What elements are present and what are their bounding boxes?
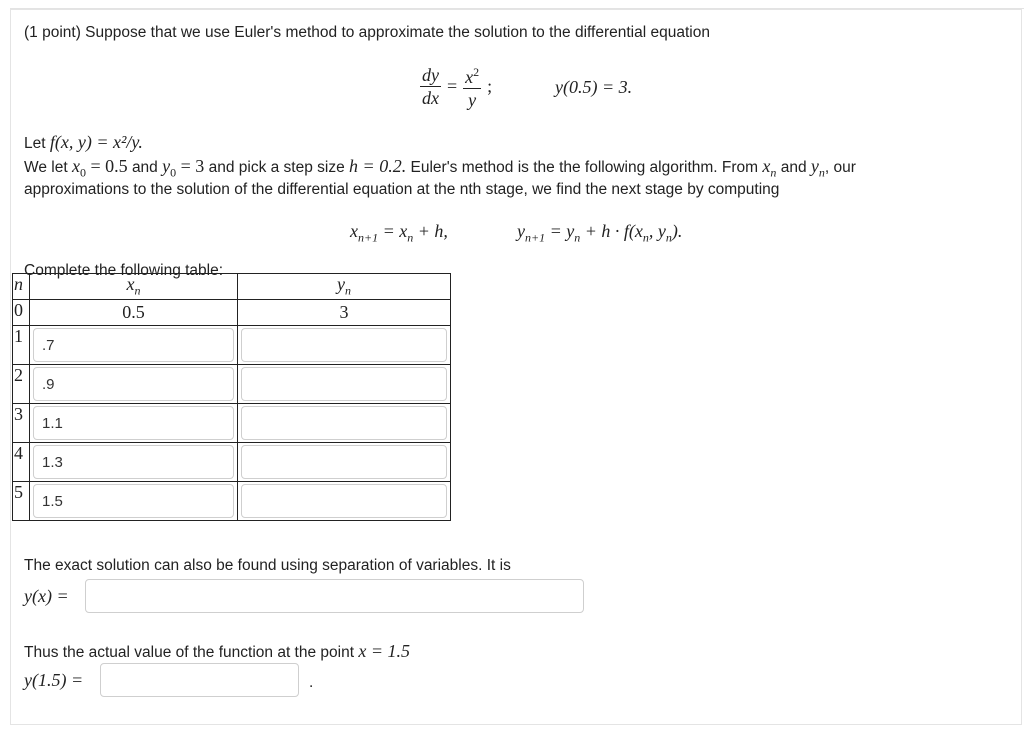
xn-letter: x [762, 156, 771, 176]
frac-y: y [468, 90, 477, 110]
actual-value-text: Thus the actual value of the function at the point [24, 644, 355, 661]
dy-dx-fraction [420, 65, 441, 108]
setup-line [24, 156, 856, 181]
top-divider [10, 0, 1024, 9]
table-row-3 [13, 404, 451, 443]
y0-expression [162, 156, 205, 180]
row4-x-input[interactable]: 1.3 [33, 445, 234, 479]
row5-x-cell [30, 482, 238, 521]
x0-value: = 0.5 [85, 156, 128, 176]
row1-n: 1 [13, 326, 30, 365]
setup-text-a: We let [24, 159, 68, 176]
actual-value-period: . [309, 674, 314, 691]
fx-rest2: + h, [413, 221, 448, 241]
initial-condition: y(0.5) = 3. [555, 77, 633, 97]
y0-value: = 3 [176, 156, 205, 176]
let-text: Let [24, 135, 46, 152]
frac-sup-2: 2 [473, 65, 480, 79]
fy-y: y [517, 221, 525, 241]
header-y-sub: n [345, 283, 351, 298]
equals-sign: = [447, 75, 458, 96]
table-row-0 [13, 300, 451, 326]
fy-sub2: n [574, 230, 581, 245]
fy-rest: = y [545, 221, 575, 241]
row5-n: 5 [13, 482, 30, 521]
row4-x-cell [30, 443, 238, 482]
x0-sub: 0 [79, 165, 86, 180]
x-update-formula [350, 221, 448, 246]
row2-x-cell [30, 365, 238, 404]
header-yn [238, 274, 451, 300]
row1-x-input[interactable]: .7 [33, 328, 234, 362]
x0-symbol: x [71, 156, 80, 176]
fy-rest3: + h · f(x [580, 221, 643, 241]
yn-symbol [810, 156, 825, 180]
row4-n: 4 [13, 443, 30, 482]
y0-symbol: y [162, 156, 171, 176]
row5-x-input[interactable]: 1.5 [33, 484, 234, 518]
fy-rest4: , y [648, 221, 666, 241]
fy-sub4: n [665, 230, 672, 245]
y-update-formula [517, 221, 682, 246]
header-n: n [13, 274, 30, 300]
row0-x: 0.5 [30, 300, 238, 326]
row0-y: 3 [238, 300, 451, 326]
setup-text-e: and [780, 159, 807, 176]
row3-y-input[interactable] [241, 406, 447, 440]
row4-y-cell [238, 443, 451, 482]
row2-n: 2 [13, 365, 30, 404]
setup-text-f: , our [824, 159, 856, 176]
x2-y-fraction [463, 62, 481, 110]
euler-table [12, 273, 451, 521]
table-row-2 [13, 365, 451, 404]
yn-letter: y [810, 156, 819, 176]
row4-y-input[interactable] [241, 445, 447, 479]
table-row-1 [13, 326, 451, 365]
x0-expression [71, 156, 128, 180]
actual-value-point: x = 1.5 [358, 641, 410, 661]
actual-value-input[interactable] [100, 663, 299, 697]
row1-y-input[interactable] [241, 328, 447, 362]
row2-y-cell [238, 365, 451, 404]
xn-symbol [762, 156, 777, 180]
row0-n: 0 [13, 300, 30, 326]
fy-sub3: n [642, 230, 649, 245]
header-xn [30, 274, 238, 300]
differential-equation [420, 62, 492, 110]
row3-x-input[interactable]: 1.1 [33, 406, 234, 440]
row5-y-input[interactable] [241, 484, 447, 518]
row3-n: 3 [13, 404, 30, 443]
header-x-sub: n [134, 283, 141, 298]
fx-x: x [350, 221, 358, 241]
complete-table-label: Complete the following table: [24, 262, 224, 279]
row2-y-input[interactable] [241, 367, 447, 401]
actual-value-line [24, 641, 410, 662]
header-y-letter: y [337, 274, 345, 295]
let-line [24, 132, 143, 153]
f-definition: f(x, y) = x²/y. [49, 132, 143, 152]
fy-sub: n+1 [525, 230, 546, 245]
setup-line-2: approximations to the solution of the differential equation at the nth stage, we find the next stage by computing [24, 181, 780, 198]
step-size-expression: h = 0.2. [349, 156, 407, 176]
row1-x-cell [30, 326, 238, 365]
y0-sub: 0 [170, 165, 177, 180]
frac-x2 [463, 62, 481, 89]
row3-y-cell [238, 404, 451, 443]
xn-sub: n [770, 165, 777, 180]
header-x-letter: x [126, 274, 135, 295]
setup-text-b: and [131, 159, 158, 176]
row3-x-cell [30, 404, 238, 443]
exact-solution-input[interactable] [85, 579, 584, 613]
exact-solution-text: The exact solution can also be found using separation of variables. It is [24, 557, 511, 574]
yn-sub: n [818, 165, 825, 180]
fy-rest5: ). [671, 221, 683, 241]
table-row-5 [13, 482, 451, 521]
setup-text-c: and pick a step size [208, 159, 345, 176]
row1-y-cell [238, 326, 451, 365]
fx-sub: n+1 [358, 230, 379, 245]
table-row-4 [13, 443, 451, 482]
frac-x: x [465, 67, 474, 87]
row5-y-cell [238, 482, 451, 521]
actual-value-label: y(1.5) = [24, 670, 84, 690]
frac-dx: dx [422, 87, 439, 108]
setup-text-d: Euler's method is the the following algorithm. From [410, 159, 759, 176]
fx-sub2: n [407, 230, 414, 245]
exact-solution-label: y(x) = [24, 586, 69, 606]
row2-x-input[interactable]: .9 [33, 367, 234, 401]
fx-rest: = x [378, 221, 408, 241]
table-header-row [13, 274, 451, 300]
problem-intro: (1 point) Suppose that we use Euler's method to approximate the solution to the differential equation [24, 24, 710, 41]
frac-dy: dy [422, 64, 439, 85]
eq-semicolon: ; [487, 75, 493, 96]
